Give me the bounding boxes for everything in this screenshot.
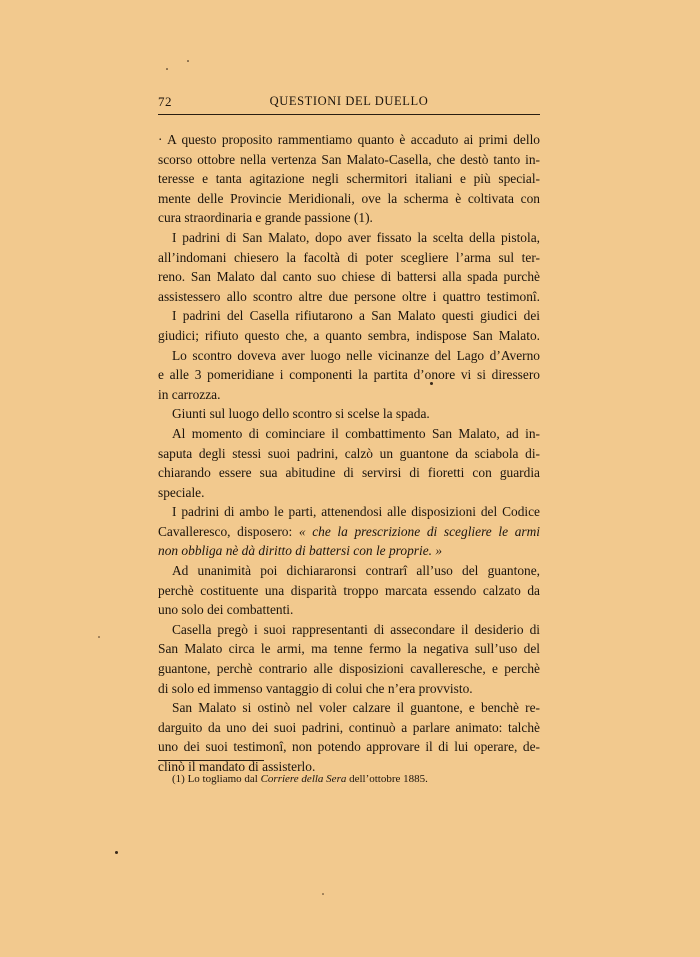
paper-speck bbox=[322, 893, 324, 895]
text-line: uno dei suoi testimonî, non potendo approvare il di lui operare, de- bbox=[158, 739, 540, 755]
text-line: mente delle Provincie Meridionali, ove la scherma è coltivata con bbox=[158, 190, 540, 206]
text-line: scorso ottobre nella vertenza San Malato-Casella, che destò tanto in- bbox=[158, 151, 540, 167]
header-rule bbox=[158, 114, 540, 115]
text-line: · A questo proposito rammentiamo quanto è accaduto ai primi dello bbox=[158, 132, 540, 147]
paper-speck bbox=[187, 60, 189, 62]
text-line: teresse e tanta agitazione negli schermitori italiani e più special- bbox=[158, 171, 540, 187]
text-line: assistessero allo scontro altre due persone oltre i quattro testimonî. bbox=[158, 288, 540, 304]
text-line: darguito da uno dei suoi padrini, continuò a parlare animato: talchè bbox=[158, 719, 540, 735]
text-line: non obbliga nè dà diritto di battersi con le proprie. » bbox=[158, 543, 443, 559]
body-text bbox=[158, 130, 540, 777]
footnote-marker: (1) bbox=[172, 773, 185, 785]
text-line: saputa degli stessi suoi padrini, calzò un guantone da sciabola di- bbox=[158, 445, 540, 461]
footnote-text: Lo togliamo dal bbox=[187, 773, 258, 785]
text-line: guantone, perchè contrario alle disposizioni cavalleresche, e perchè bbox=[158, 661, 540, 677]
text-line: clinò il mandato di assisterlo. bbox=[158, 759, 316, 774]
text-line: reno. San Malato dal canto suo chiese di battersi alla spada purchè bbox=[158, 269, 540, 285]
footnote-source: Corriere della Sera bbox=[260, 773, 347, 785]
text-line: e alle 3 pomeridiane i componenti la partita d’onore vi si diressero bbox=[158, 367, 540, 383]
text-line: Al momento di cominciare il combattimento San Malato, ad in- bbox=[172, 425, 540, 441]
text-line bbox=[158, 522, 540, 542]
page-number: 72 bbox=[158, 94, 172, 109]
text-line: San Malato circa le armi, ma tenne fermo la negativa sull’uso del bbox=[158, 641, 540, 657]
text-line: speciale. bbox=[158, 484, 205, 500]
footnote-date: dell’ottobre 1885. bbox=[349, 773, 428, 785]
text-line: in carrozza. bbox=[158, 386, 221, 402]
text-line: Ad unanimità poi dichiararonsi contrarî all’uso del guantone, bbox=[172, 563, 540, 579]
text-line: Casella pregò i suoi rappresentanti di assecondare il desiderio di bbox=[172, 621, 540, 637]
paper-speck bbox=[115, 851, 118, 854]
page-header bbox=[158, 94, 540, 114]
footnote-rule bbox=[158, 760, 264, 761]
text-line: Giunti sul luogo dello scontro si scelse la spada. bbox=[172, 406, 430, 422]
text-line: Lo scontro doveva aver luogo nelle vicinanze del Lago d’Averno bbox=[172, 347, 540, 363]
text-line: cura straordinaria e grande passione (1). bbox=[158, 210, 373, 226]
text-line: uno solo dei combattenti. bbox=[158, 602, 294, 618]
text-line: di solo ed immenso vantaggio di colui che n’era provvisto. bbox=[158, 680, 473, 696]
text-line: all’indomani chiesero la facoltà di poter scegliere l’arma sul ter- bbox=[158, 249, 540, 265]
quoted-prescription: « che la prescrizione di scegliere le armi bbox=[298, 523, 540, 539]
footnote bbox=[172, 771, 540, 787]
text-line: San Malato si ostinò nel voler calzare il guantone, e benchè re- bbox=[172, 700, 540, 716]
paper-speck bbox=[166, 68, 168, 70]
text-line: I padrini di ambo le parti, attenendosi alle disposizioni del Codice bbox=[172, 504, 540, 520]
paper-speck bbox=[98, 636, 100, 638]
text-line: chiarando essere sua abitudine di servirsi di fioretti con guardia bbox=[158, 465, 540, 481]
running-head: QUESTIONI DEL DUELLO bbox=[269, 94, 429, 108]
text-line: perchè costituente una disparità troppo marcata essendo calzato da bbox=[158, 582, 540, 598]
text-line: I padrini del Casella rifiutarono a San Malato questi giudici dei bbox=[172, 308, 540, 324]
text-line: giudici; rifiuto questo che, a quanto sembra, indispose San Malato. bbox=[158, 327, 540, 343]
paper-speck bbox=[430, 382, 433, 385]
text-line: I padrini di San Malato, dopo aver fissato la scelta della pistola, bbox=[172, 229, 540, 245]
text-segment: Cavalleresco, disposero: bbox=[158, 523, 293, 539]
